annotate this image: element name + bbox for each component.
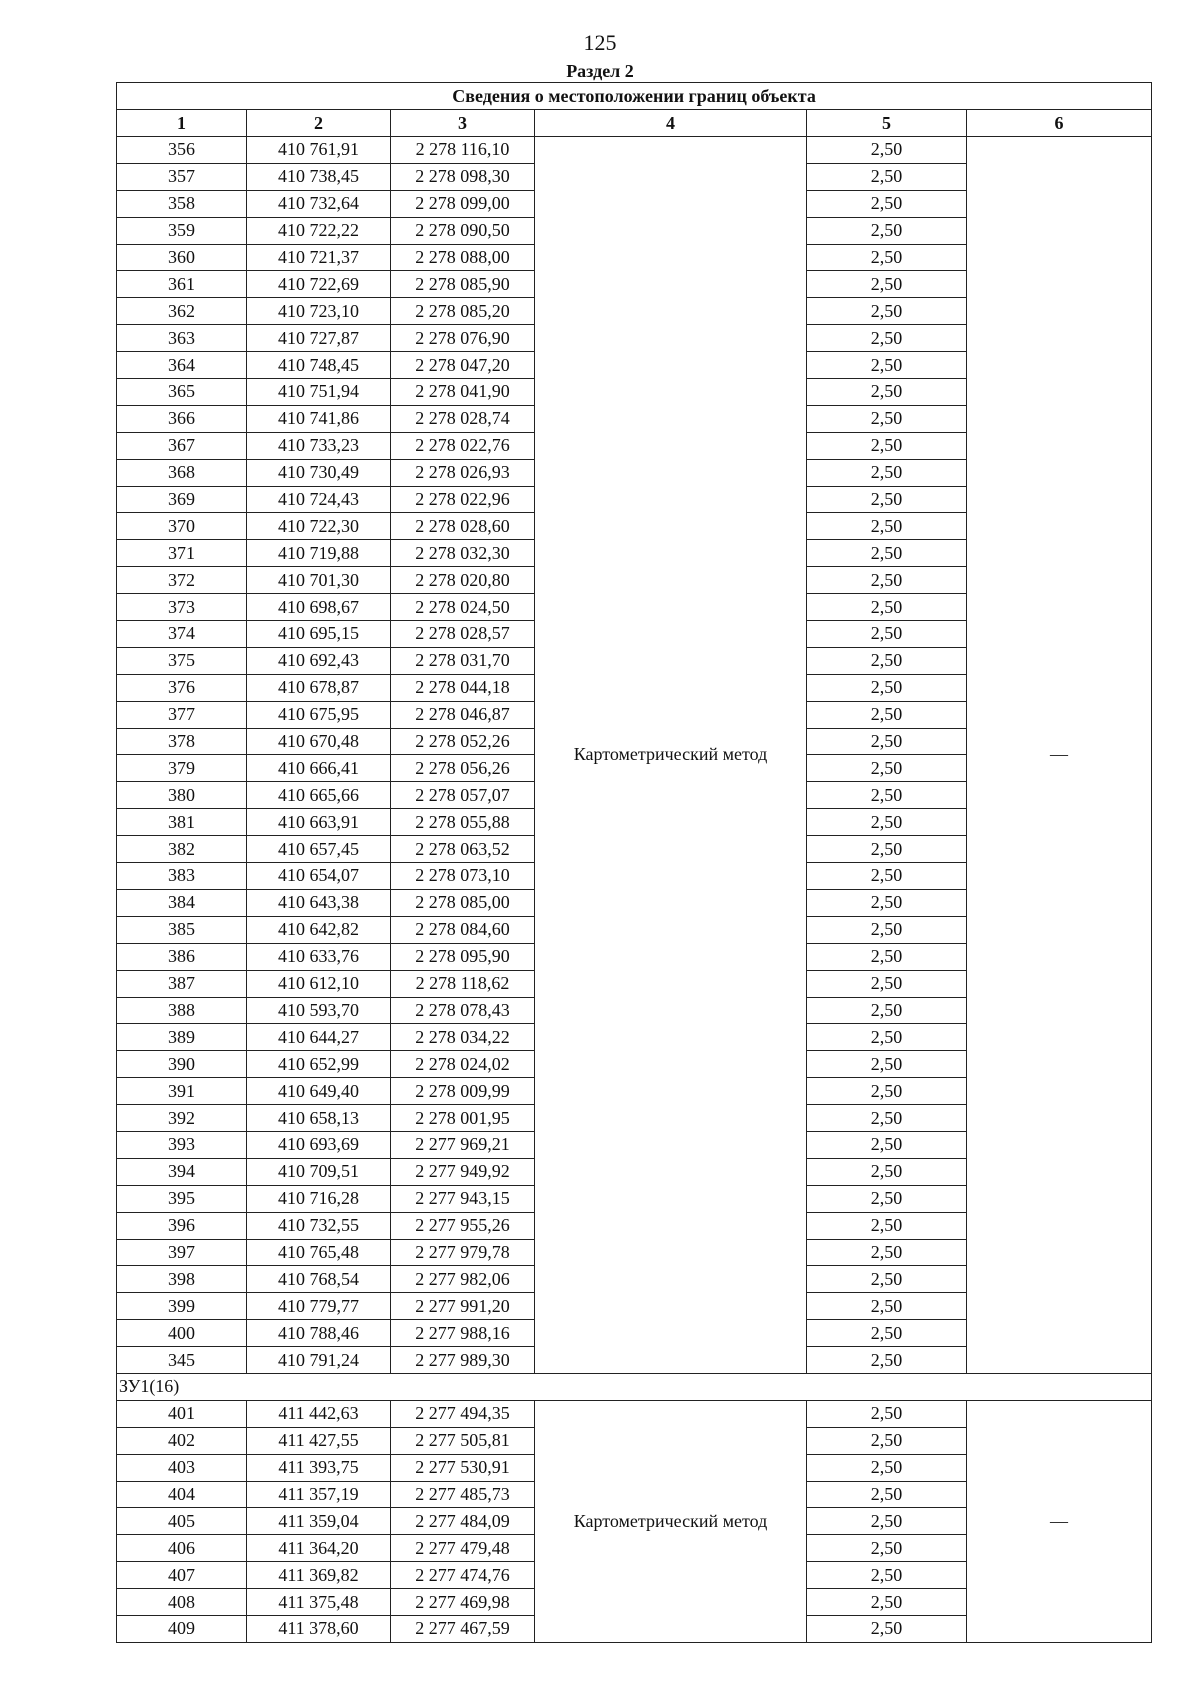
accuracy-cell: 2,50 <box>807 1400 967 1427</box>
y-coordinate-cell: 2 277 479,48 <box>391 1535 535 1562</box>
x-coordinate-cell: 410 719,88 <box>247 540 391 567</box>
point-number-cell: 373 <box>117 594 247 621</box>
accuracy-cell: 2,50 <box>807 889 967 916</box>
accuracy-cell: 2,50 <box>807 1508 967 1535</box>
accuracy-cell: 2,50 <box>807 863 967 890</box>
point-number-cell: 376 <box>117 674 247 701</box>
y-coordinate-cell: 2 277 484,09 <box>391 1508 535 1535</box>
x-coordinate-cell: 410 732,55 <box>247 1212 391 1239</box>
y-coordinate-cell: 2 278 032,30 <box>391 540 535 567</box>
y-coordinate-cell: 2 277 969,21 <box>391 1131 535 1158</box>
y-coordinate-cell: 2 278 034,22 <box>391 1024 535 1051</box>
x-coordinate-cell: 410 649,40 <box>247 1078 391 1105</box>
y-coordinate-cell: 2 278 001,95 <box>391 1105 535 1132</box>
y-coordinate-cell: 2 278 056,26 <box>391 755 535 782</box>
group-row <box>117 1373 1152 1400</box>
column-header-6: 6 <box>967 110 1152 137</box>
y-coordinate-cell: 2 278 085,00 <box>391 889 535 916</box>
x-coordinate-cell: 410 670,48 <box>247 728 391 755</box>
point-number-cell: 393 <box>117 1131 247 1158</box>
x-coordinate-cell: 410 665,66 <box>247 782 391 809</box>
point-number-cell: 369 <box>117 486 247 513</box>
point-number-cell: 385 <box>117 916 247 943</box>
table-body <box>117 137 1152 1643</box>
accuracy-cell: 2,50 <box>807 1131 967 1158</box>
point-number-cell: 382 <box>117 836 247 863</box>
point-number-cell: 364 <box>117 352 247 379</box>
accuracy-cell: 2,50 <box>807 217 967 244</box>
point-number-cell: 365 <box>117 379 247 406</box>
x-coordinate-cell: 410 751,94 <box>247 379 391 406</box>
point-number-cell: 387 <box>117 970 247 997</box>
column-header-1: 1 <box>117 110 247 137</box>
accuracy-cell: 2,50 <box>807 809 967 836</box>
point-number-cell: 359 <box>117 217 247 244</box>
point-number-cell: 404 <box>117 1481 247 1508</box>
accuracy-cell: 2,50 <box>807 1562 967 1589</box>
accuracy-cell: 2,50 <box>807 1535 967 1562</box>
y-coordinate-cell: 2 277 505,81 <box>391 1427 535 1454</box>
point-number-cell: 407 <box>117 1562 247 1589</box>
y-coordinate-cell: 2 278 085,90 <box>391 271 535 298</box>
y-coordinate-cell: 2 278 026,93 <box>391 459 535 486</box>
x-coordinate-cell: 411 427,55 <box>247 1427 391 1454</box>
accuracy-cell: 2,50 <box>807 1158 967 1185</box>
x-coordinate-cell: 410 593,70 <box>247 997 391 1024</box>
x-coordinate-cell: 410 733,23 <box>247 432 391 459</box>
y-coordinate-cell: 2 278 020,80 <box>391 567 535 594</box>
accuracy-cell: 2,50 <box>807 836 967 863</box>
y-coordinate-cell: 2 278 031,70 <box>391 647 535 674</box>
x-coordinate-cell: 410 692,43 <box>247 647 391 674</box>
point-number-cell: 394 <box>117 1158 247 1185</box>
y-coordinate-cell: 2 277 982,06 <box>391 1266 535 1293</box>
point-number-cell: 395 <box>117 1185 247 1212</box>
point-number-cell: 362 <box>117 298 247 325</box>
x-coordinate-cell: 410 701,30 <box>247 567 391 594</box>
y-coordinate-cell: 2 278 028,74 <box>391 405 535 432</box>
x-coordinate-cell: 410 788,46 <box>247 1320 391 1347</box>
y-coordinate-cell: 2 277 474,76 <box>391 1562 535 1589</box>
accuracy-cell: 2,50 <box>807 1427 967 1454</box>
point-number-cell: 390 <box>117 1051 247 1078</box>
group-label: ЗУ1(16) <box>117 1373 1152 1400</box>
method-cell: Картометрический метод <box>535 137 807 1374</box>
x-coordinate-cell: 410 730,49 <box>247 459 391 486</box>
y-coordinate-cell: 2 278 057,07 <box>391 782 535 809</box>
accuracy-cell: 2,50 <box>807 1320 967 1347</box>
y-coordinate-cell: 2 277 943,15 <box>391 1185 535 1212</box>
point-number-cell: 377 <box>117 701 247 728</box>
x-coordinate-cell: 410 768,54 <box>247 1266 391 1293</box>
y-coordinate-cell: 2 278 024,50 <box>391 594 535 621</box>
x-coordinate-cell: 410 791,24 <box>247 1347 391 1374</box>
x-coordinate-cell: 410 722,69 <box>247 271 391 298</box>
x-coordinate-cell: 410 633,76 <box>247 943 391 970</box>
y-coordinate-cell: 2 278 095,90 <box>391 943 535 970</box>
accuracy-cell: 2,50 <box>807 244 967 271</box>
point-number-cell: 408 <box>117 1589 247 1616</box>
x-coordinate-cell: 411 369,82 <box>247 1562 391 1589</box>
y-coordinate-cell: 2 277 991,20 <box>391 1293 535 1320</box>
x-coordinate-cell: 410 741,86 <box>247 405 391 432</box>
x-coordinate-cell: 411 378,60 <box>247 1615 391 1642</box>
point-number-cell: 386 <box>117 943 247 970</box>
y-coordinate-cell: 2 278 098,30 <box>391 163 535 190</box>
accuracy-cell: 2,50 <box>807 943 967 970</box>
y-coordinate-cell: 2 277 467,59 <box>391 1615 535 1642</box>
accuracy-cell: 2,50 <box>807 352 967 379</box>
y-coordinate-cell: 2 277 494,35 <box>391 1400 535 1427</box>
y-coordinate-cell: 2 278 099,00 <box>391 190 535 217</box>
y-coordinate-cell: 2 278 041,90 <box>391 379 535 406</box>
accuracy-cell: 2,50 <box>807 674 967 701</box>
accuracy-cell: 2,50 <box>807 1347 967 1374</box>
accuracy-cell: 2,50 <box>807 486 967 513</box>
accuracy-cell: 2,50 <box>807 1293 967 1320</box>
accuracy-cell: 2,50 <box>807 379 967 406</box>
accuracy-cell: 2,50 <box>807 621 967 648</box>
column-6-cell: — <box>967 1400 1152 1642</box>
column-number-row <box>117 110 1152 137</box>
point-number-cell: 381 <box>117 809 247 836</box>
point-number-cell: 374 <box>117 621 247 648</box>
table-title-row <box>117 83 1152 110</box>
y-coordinate-cell: 2 277 485,73 <box>391 1481 535 1508</box>
x-coordinate-cell: 410 654,07 <box>247 863 391 890</box>
table-title: Сведения о местоположении границ объекта <box>117 83 1152 110</box>
accuracy-cell: 2,50 <box>807 755 967 782</box>
accuracy-cell: 2,50 <box>807 325 967 352</box>
y-coordinate-cell: 2 278 024,02 <box>391 1051 535 1078</box>
x-coordinate-cell: 410 643,38 <box>247 889 391 916</box>
x-coordinate-cell: 410 765,48 <box>247 1239 391 1266</box>
accuracy-cell: 2,50 <box>807 1051 967 1078</box>
accuracy-cell: 2,50 <box>807 163 967 190</box>
y-coordinate-cell: 2 278 028,57 <box>391 621 535 648</box>
x-coordinate-cell: 411 393,75 <box>247 1454 391 1481</box>
point-number-cell: 392 <box>117 1105 247 1132</box>
accuracy-cell: 2,50 <box>807 594 967 621</box>
point-number-cell: 391 <box>117 1078 247 1105</box>
x-coordinate-cell: 410 721,37 <box>247 244 391 271</box>
point-number-cell: 383 <box>117 863 247 890</box>
point-number-cell: 380 <box>117 782 247 809</box>
accuracy-cell: 2,50 <box>807 1105 967 1132</box>
accuracy-cell: 2,50 <box>807 1589 967 1616</box>
accuracy-cell: 2,50 <box>807 701 967 728</box>
y-coordinate-cell: 2 278 052,26 <box>391 728 535 755</box>
x-coordinate-cell: 410 709,51 <box>247 1158 391 1185</box>
y-coordinate-cell: 2 278 084,60 <box>391 916 535 943</box>
accuracy-cell: 2,50 <box>807 540 967 567</box>
point-number-cell: 384 <box>117 889 247 916</box>
y-coordinate-cell: 2 278 088,00 <box>391 244 535 271</box>
x-coordinate-cell: 410 695,15 <box>247 621 391 648</box>
accuracy-cell: 2,50 <box>807 1454 967 1481</box>
y-coordinate-cell: 2 278 090,50 <box>391 217 535 244</box>
y-coordinate-cell: 2 278 046,87 <box>391 701 535 728</box>
accuracy-cell: 2,50 <box>807 782 967 809</box>
accuracy-cell: 2,50 <box>807 1266 967 1293</box>
point-number-cell: 367 <box>117 432 247 459</box>
point-number-cell: 401 <box>117 1400 247 1427</box>
x-coordinate-cell: 410 722,22 <box>247 217 391 244</box>
y-coordinate-cell: 2 278 047,20 <box>391 352 535 379</box>
accuracy-cell: 2,50 <box>807 728 967 755</box>
column-header-2: 2 <box>247 110 391 137</box>
accuracy-cell: 2,50 <box>807 432 967 459</box>
page-number: 125 <box>583 30 617 55</box>
y-coordinate-cell: 2 278 055,88 <box>391 809 535 836</box>
accuracy-cell: 2,50 <box>807 647 967 674</box>
point-number-cell: 371 <box>117 540 247 567</box>
point-number-cell: 345 <box>117 1347 247 1374</box>
accuracy-cell: 2,50 <box>807 190 967 217</box>
x-coordinate-cell: 410 716,28 <box>247 1185 391 1212</box>
point-number-cell: 366 <box>117 405 247 432</box>
point-number-cell: 372 <box>117 567 247 594</box>
point-number-cell: 388 <box>117 997 247 1024</box>
x-coordinate-cell: 410 652,99 <box>247 1051 391 1078</box>
y-coordinate-cell: 2 278 116,10 <box>391 137 535 164</box>
accuracy-cell: 2,50 <box>807 513 967 540</box>
x-coordinate-cell: 410 761,91 <box>247 137 391 164</box>
x-coordinate-cell: 411 442,63 <box>247 1400 391 1427</box>
x-coordinate-cell: 410 738,45 <box>247 163 391 190</box>
x-coordinate-cell: 410 666,41 <box>247 755 391 782</box>
y-coordinate-cell: 2 277 979,78 <box>391 1239 535 1266</box>
y-coordinate-cell: 2 278 078,43 <box>391 997 535 1024</box>
point-number-cell: 397 <box>117 1239 247 1266</box>
x-coordinate-cell: 410 722,30 <box>247 513 391 540</box>
accuracy-cell: 2,50 <box>807 298 967 325</box>
x-coordinate-cell: 410 657,45 <box>247 836 391 863</box>
accuracy-cell: 2,50 <box>807 137 967 164</box>
x-coordinate-cell: 410 642,82 <box>247 916 391 943</box>
column-header-3: 3 <box>391 110 535 137</box>
boundary-coordinates-table <box>116 82 1152 1643</box>
y-coordinate-cell: 2 278 028,60 <box>391 513 535 540</box>
accuracy-cell: 2,50 <box>807 1615 967 1642</box>
x-coordinate-cell: 410 732,64 <box>247 190 391 217</box>
point-number-cell: 403 <box>117 1454 247 1481</box>
point-number-cell: 375 <box>117 647 247 674</box>
x-coordinate-cell: 410 658,13 <box>247 1105 391 1132</box>
y-coordinate-cell: 2 278 022,96 <box>391 486 535 513</box>
accuracy-cell: 2,50 <box>807 1024 967 1051</box>
accuracy-cell: 2,50 <box>807 1185 967 1212</box>
point-number-cell: 405 <box>117 1508 247 1535</box>
x-coordinate-cell: 410 693,69 <box>247 1131 391 1158</box>
section-title: Раздел 2 <box>566 61 634 81</box>
y-coordinate-cell: 2 278 063,52 <box>391 836 535 863</box>
point-number-cell: 368 <box>117 459 247 486</box>
x-coordinate-cell: 410 779,77 <box>247 1293 391 1320</box>
x-coordinate-cell: 411 359,04 <box>247 1508 391 1535</box>
point-number-cell: 360 <box>117 244 247 271</box>
point-number-cell: 357 <box>117 163 247 190</box>
x-coordinate-cell: 410 612,10 <box>247 970 391 997</box>
y-coordinate-cell: 2 277 949,92 <box>391 1158 535 1185</box>
x-coordinate-cell: 410 723,10 <box>247 298 391 325</box>
y-coordinate-cell: 2 278 076,90 <box>391 325 535 352</box>
method-cell: Картометрический метод <box>535 1400 807 1642</box>
y-coordinate-cell: 2 278 009,99 <box>391 1078 535 1105</box>
y-coordinate-cell: 2 278 044,18 <box>391 674 535 701</box>
x-coordinate-cell: 411 375,48 <box>247 1589 391 1616</box>
column-header-4: 4 <box>535 110 807 137</box>
accuracy-cell: 2,50 <box>807 405 967 432</box>
table-head <box>117 83 1152 137</box>
point-number-cell: 402 <box>117 1427 247 1454</box>
point-number-cell: 409 <box>117 1615 247 1642</box>
point-number-cell: 406 <box>117 1535 247 1562</box>
accuracy-cell: 2,50 <box>807 1212 967 1239</box>
point-number-cell: 361 <box>117 271 247 298</box>
x-coordinate-cell: 410 698,67 <box>247 594 391 621</box>
y-coordinate-cell: 2 277 989,30 <box>391 1347 535 1374</box>
point-number-cell: 400 <box>117 1320 247 1347</box>
y-coordinate-cell: 2 278 022,76 <box>391 432 535 459</box>
point-number-cell: 358 <box>117 190 247 217</box>
y-coordinate-cell: 2 277 469,98 <box>391 1589 535 1616</box>
point-number-cell: 399 <box>117 1293 247 1320</box>
accuracy-cell: 2,50 <box>807 1239 967 1266</box>
column-header-5: 5 <box>807 110 967 137</box>
y-coordinate-cell: 2 277 530,91 <box>391 1454 535 1481</box>
x-coordinate-cell: 410 748,45 <box>247 352 391 379</box>
x-coordinate-cell: 411 357,19 <box>247 1481 391 1508</box>
y-coordinate-cell: 2 278 085,20 <box>391 298 535 325</box>
x-coordinate-cell: 410 663,91 <box>247 809 391 836</box>
point-number-cell: 396 <box>117 1212 247 1239</box>
point-number-cell: 356 <box>117 137 247 164</box>
x-coordinate-cell: 411 364,20 <box>247 1535 391 1562</box>
point-number-cell: 378 <box>117 728 247 755</box>
point-number-cell: 398 <box>117 1266 247 1293</box>
x-coordinate-cell: 410 644,27 <box>247 1024 391 1051</box>
table-row <box>117 137 1152 164</box>
point-number-cell: 370 <box>117 513 247 540</box>
point-number-cell: 363 <box>117 325 247 352</box>
accuracy-cell: 2,50 <box>807 567 967 594</box>
point-number-cell: 379 <box>117 755 247 782</box>
accuracy-cell: 2,50 <box>807 970 967 997</box>
point-number-cell: 389 <box>117 1024 247 1051</box>
accuracy-cell: 2,50 <box>807 271 967 298</box>
accuracy-cell: 2,50 <box>807 916 967 943</box>
accuracy-cell: 2,50 <box>807 997 967 1024</box>
column-6-cell: — <box>967 137 1152 1374</box>
table-row <box>117 1400 1152 1427</box>
accuracy-cell: 2,50 <box>807 1078 967 1105</box>
x-coordinate-cell: 410 724,43 <box>247 486 391 513</box>
y-coordinate-cell: 2 277 955,26 <box>391 1212 535 1239</box>
accuracy-cell: 2,50 <box>807 459 967 486</box>
y-coordinate-cell: 2 277 988,16 <box>391 1320 535 1347</box>
x-coordinate-cell: 410 675,95 <box>247 701 391 728</box>
x-coordinate-cell: 410 727,87 <box>247 325 391 352</box>
y-coordinate-cell: 2 278 118,62 <box>391 970 535 997</box>
x-coordinate-cell: 410 678,87 <box>247 674 391 701</box>
y-coordinate-cell: 2 278 073,10 <box>391 863 535 890</box>
accuracy-cell: 2,50 <box>807 1481 967 1508</box>
